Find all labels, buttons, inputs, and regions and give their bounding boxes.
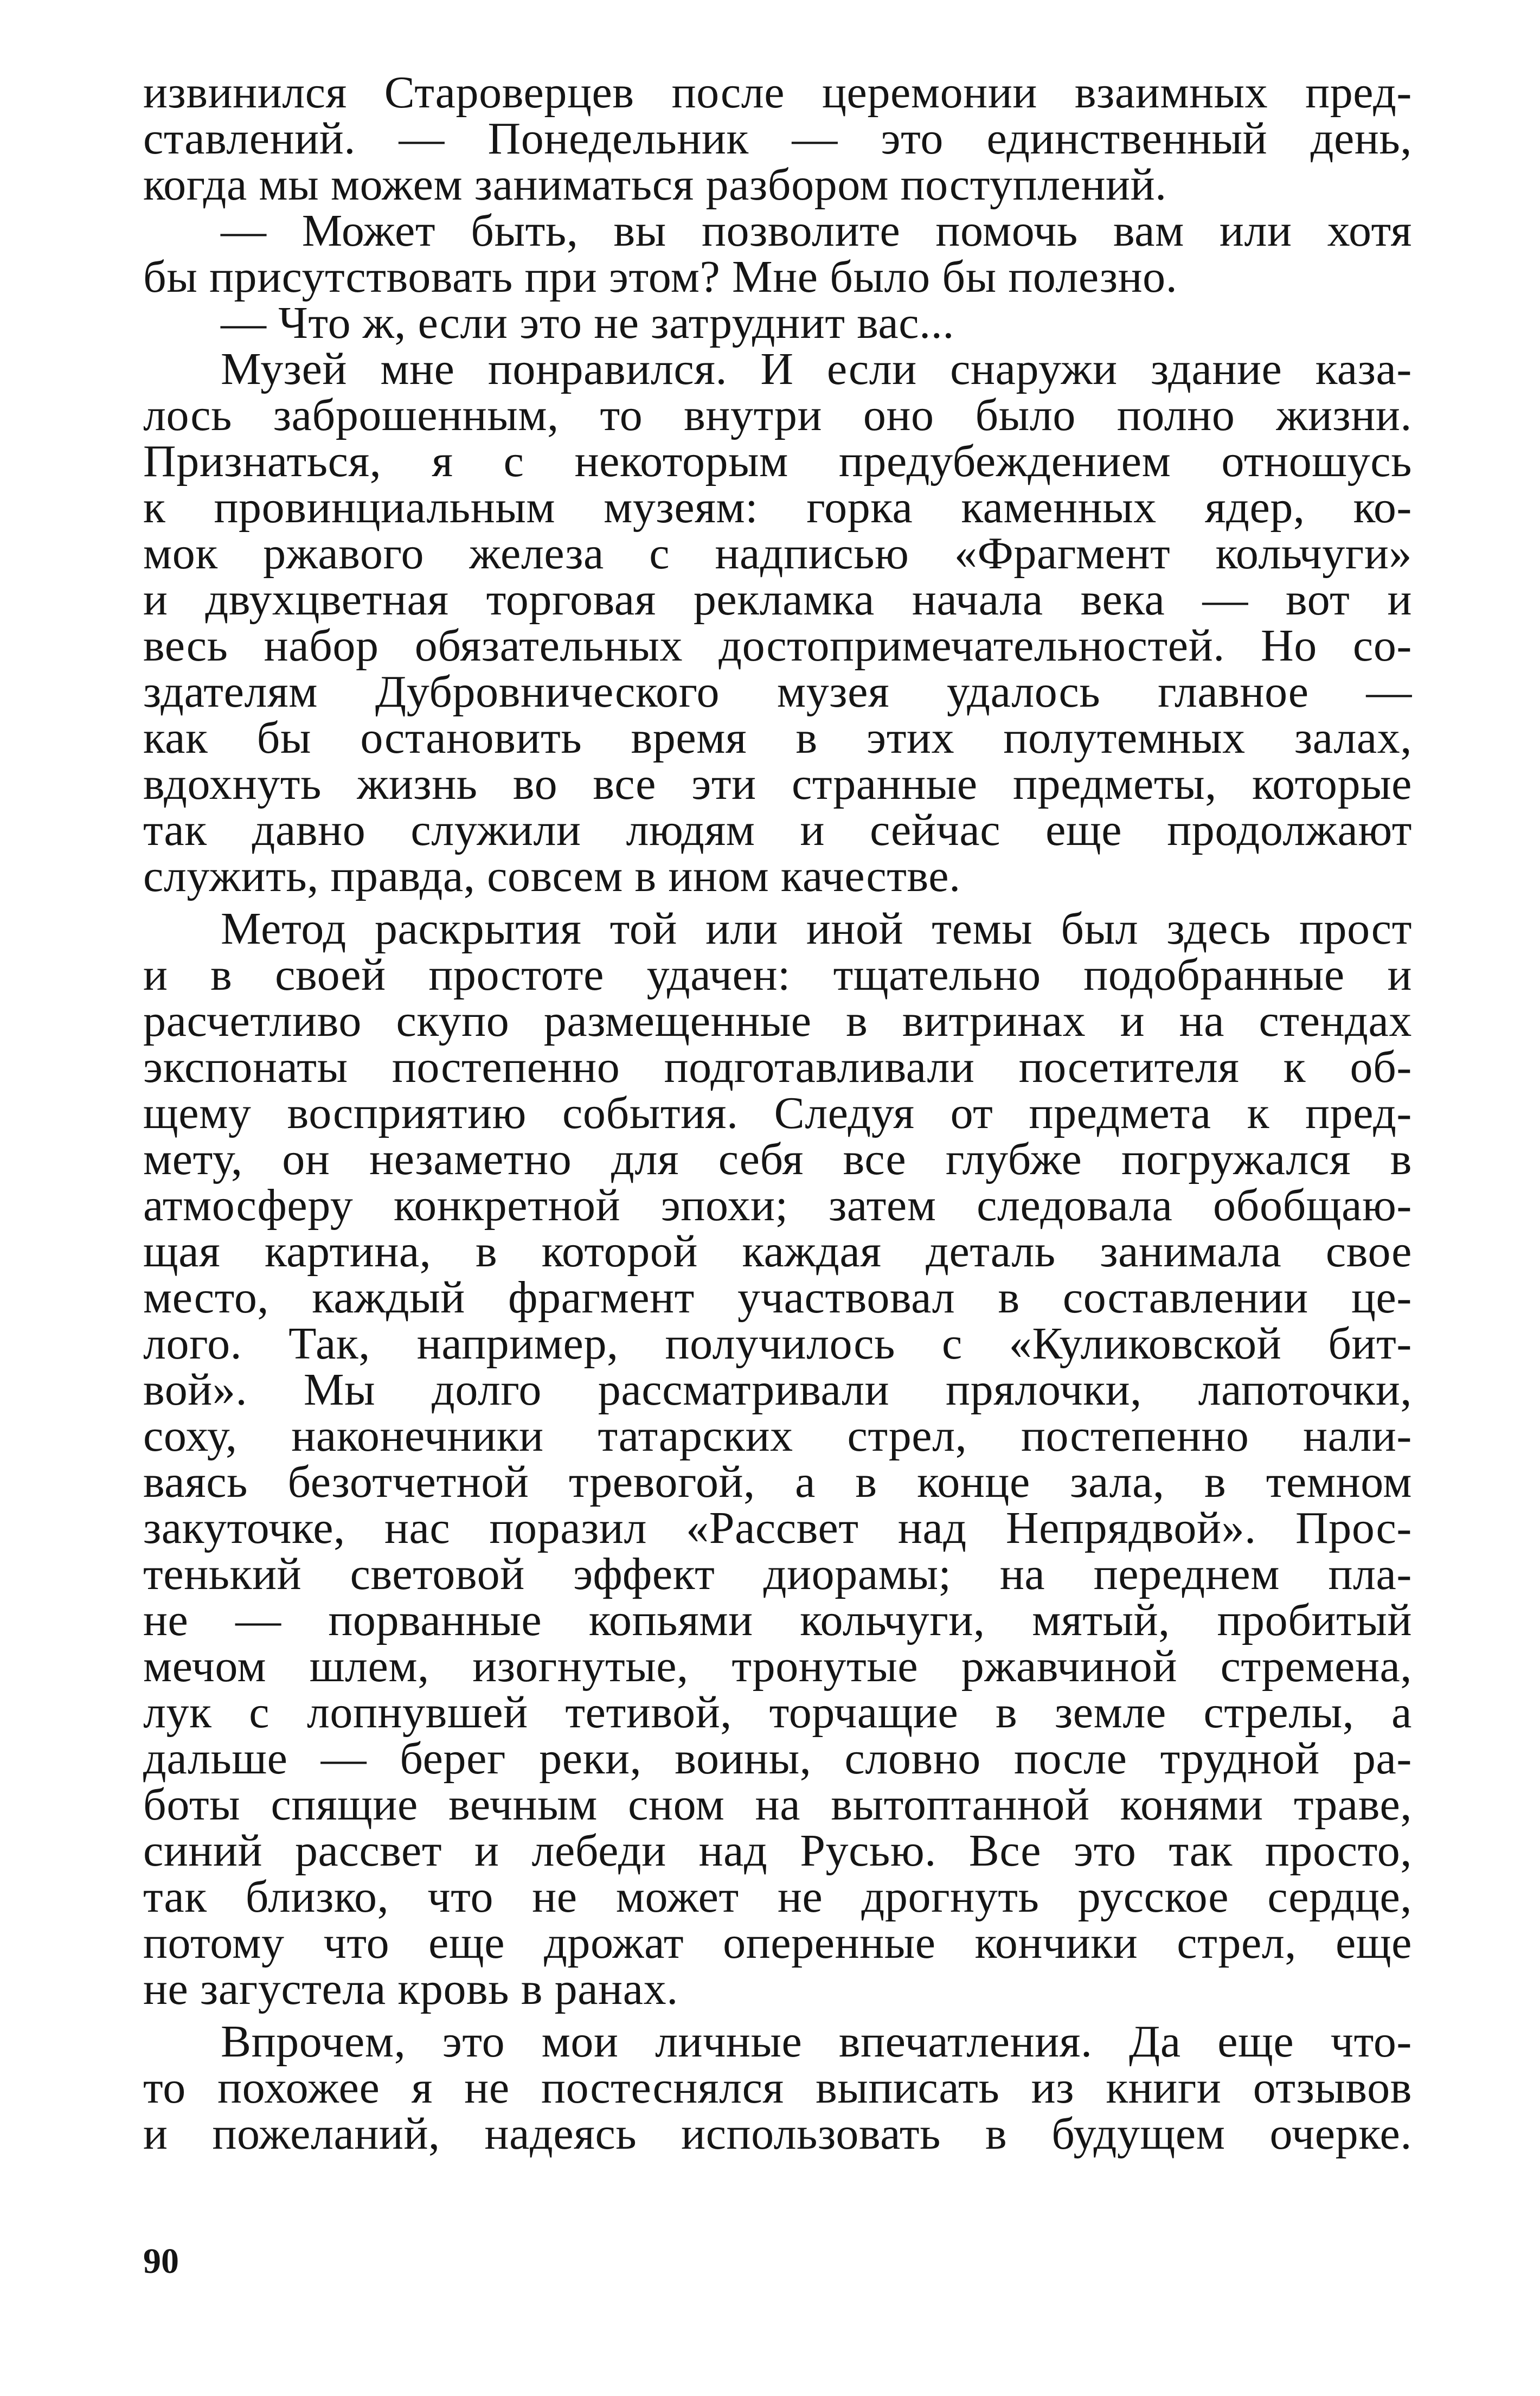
text-line: мету, он незаметно для себя все глубже погружался в (143, 1134, 1412, 1184)
text-line: и пожеланий, надеясь использовать в будущем очерке. (143, 2109, 1412, 2159)
text-line: потому что еще дрожат оперенные кончики стрел, еще (143, 1918, 1412, 1968)
text-line: тенький световой эффект диорамы; на переднем пла- (143, 1549, 1412, 1599)
paragraph (143, 69, 1412, 208)
text-line: вой». Мы долго рассматривали прялочки, лапоточки, (143, 1364, 1412, 1415)
text-line: лось заброшенным, то внутри оно было полно жизни. (143, 390, 1412, 440)
text-line: ставлений. — Понедельник — это единственный день, (143, 113, 1412, 164)
text-line: и двухцветная торговая рекламка начала века — вот и (143, 574, 1412, 625)
page-number: 90 (143, 2241, 179, 2281)
text-line: экспонаты постепенно подготавливали посетителя к об- (143, 1042, 1412, 1092)
text-line: Признаться, я с некоторым предубеждением отношусь (143, 436, 1412, 486)
text-line: бы присутствовать при этом? Мне было бы полезно. (143, 252, 1178, 302)
text-line: соху, наконечники татарских стрел, постепенно нали- (143, 1411, 1412, 1461)
text-line: когда мы можем заниматься разбором поступлений. (143, 159, 1167, 210)
text-line: синий рассвет и лебеди над Русью. Все это так просто, (143, 1825, 1412, 1876)
text-line: и в своей простоте удачен: тщательно подобранные и (143, 950, 1412, 1000)
text-line: атмосферу конкретной эпохи; затем следовала обобщаю- (143, 1180, 1412, 1231)
text-line: расчетливо скупо размещенные в витринах и на стендах (143, 996, 1412, 1046)
text-line: Метод раскрытия той или иной темы был здесь прост (221, 904, 1412, 954)
text-line: так давно служили людям и сейчас еще продолжают (143, 805, 1412, 855)
paragraph (143, 346, 1412, 899)
text-line: как бы остановить время в этих полутемных залах, (143, 713, 1412, 763)
text-line: ваясь безотчетной тревогой, а в конце зала, в темном (143, 1457, 1412, 1507)
text-line: извинился Староверцев после церемонии взаимных пред- (143, 67, 1412, 118)
text-line: — Может быть, вы позволите помочь вам или хотя (221, 206, 1412, 256)
page-text (143, 69, 1412, 2157)
text-line: щая картина, в которой каждая деталь занимала свое (143, 1226, 1412, 1277)
text-line: Впрочем, это мои личные впечатления. Да еще что- (221, 2016, 1412, 2067)
paragraph (143, 2016, 1412, 2159)
text-line: щему восприятию события. Следуя от предмета к пред- (143, 1088, 1412, 1138)
text-line: Музей мне понравился. И если снаружи здание каза- (221, 344, 1412, 394)
text-line: здателям Дубровнического музея удалось главное — (143, 667, 1412, 717)
text-line: лук с лопнувшей тетивой, торчащие в земле стрелы, а (143, 1687, 1412, 1738)
text-line: мечом шлем, изогнутые, тронутые ржавчиной стремена, (143, 1641, 1412, 1692)
text-line: — Что ж, если это не затруднит вас... (221, 298, 954, 348)
text-line: не загустела кровь в ранах. (143, 1964, 678, 2014)
text-line: так близко, что не может не дрогнуть русское сердце, (143, 1872, 1412, 1922)
text-line: дальше — берег реки, воины, словно после трудной ра- (143, 1733, 1412, 1784)
text-line: боты спящие вечным сном на вытоптанной конями траве, (143, 1779, 1412, 1830)
text-line: служить, правда, совсем в ином качестве. (143, 851, 961, 901)
text-line: лого. Так, например, получилось с «Куликовской бит- (143, 1318, 1412, 1369)
text-line: к провинциальным музеям: горка каменных ядер, ко- (143, 482, 1412, 533)
text-line: место, каждый фрагмент участвовал в составлении це- (143, 1272, 1412, 1323)
paragraph (143, 208, 1412, 300)
text-line: закуточке, нас поразил «Рассвет над Непрядвой». Прос- (143, 1503, 1412, 1553)
text-line: весь набор обязательных достопримечательностей. Но со- (143, 620, 1412, 671)
text-line: то похожее я не постеснялся выписать из книги отзывов (143, 2062, 1412, 2113)
text-line: вдохнуть жизнь во все эти странные предметы, которые (143, 759, 1412, 809)
paragraph (143, 300, 1412, 346)
text-line: не — порванные копьями кольчуги, мятый, пробитый (143, 1595, 1412, 1645)
text-line: мок ржавого железа с надписью «Фрагмент кольчуги» (143, 528, 1412, 579)
paragraph (143, 906, 1412, 2012)
